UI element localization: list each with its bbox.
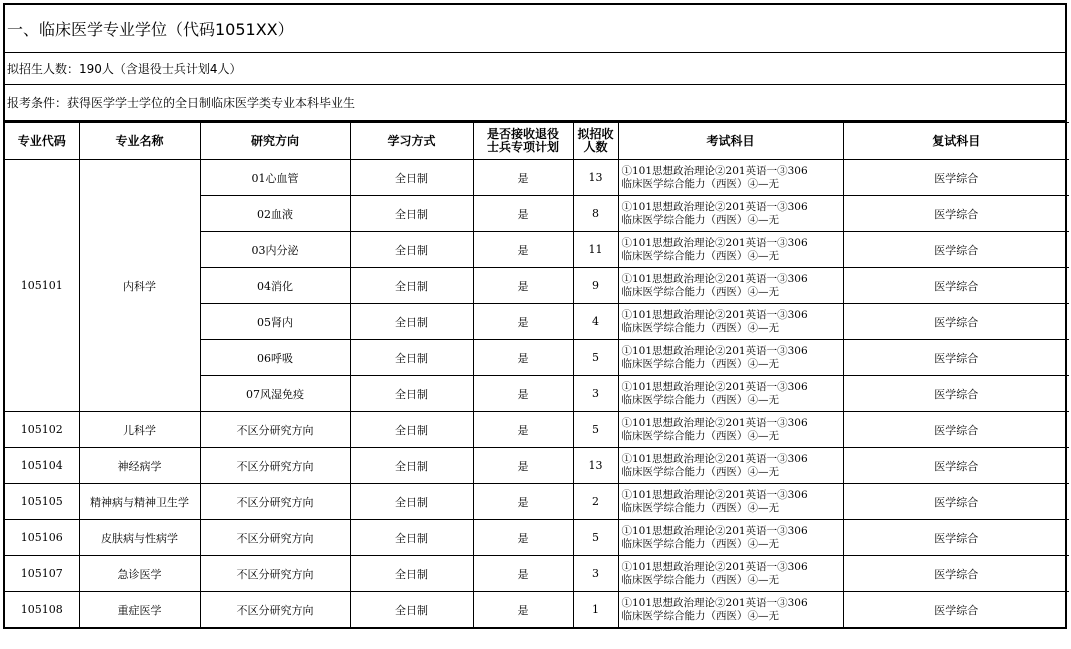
exam-line2: 临床医学综合能力（西医）④—无 (621, 321, 779, 334)
header-name: 专业名称 (79, 123, 200, 160)
table-row (5, 520, 1069, 556)
count-cell: 3 (573, 556, 618, 592)
exam-line2: 临床医学综合能力（西医）④—无 (621, 285, 779, 298)
count-cell: 5 (573, 340, 618, 376)
code-cell: 105101 (5, 160, 79, 412)
code-cell: 105102 (5, 412, 79, 448)
exam-line2: 临床医学综合能力（西医）④—无 (621, 465, 779, 478)
retest-cell: 医学综合 (843, 232, 1069, 268)
count-cell: 1 (573, 592, 618, 628)
mode-cell: 全日制 (350, 340, 473, 376)
veteran-cell: 是 (473, 520, 573, 556)
table-row (5, 556, 1069, 592)
veteran-cell: 是 (473, 304, 573, 340)
table-row (5, 412, 1069, 448)
exam-line2: 临床医学综合能力（西医）④—无 (621, 573, 779, 586)
mode-cell: 全日制 (350, 232, 473, 268)
mode-cell: 全日制 (350, 196, 473, 232)
direction-cell: 不区分研究方向 (200, 448, 350, 484)
direction-cell: 06呼吸 (200, 340, 350, 376)
retest-cell: 医学综合 (843, 268, 1069, 304)
exam-line2: 临床医学综合能力（西医）④—无 (621, 177, 779, 190)
count-cell: 4 (573, 304, 618, 340)
exam-line1: ①101思想政治理论②201英语一③306 (621, 416, 808, 429)
exam-line2: 临床医学综合能力（西医）④—无 (621, 249, 779, 262)
exam-line2: 临床医学综合能力（西医）④—无 (621, 213, 779, 226)
veteran-cell: 是 (473, 232, 573, 268)
veteran-cell: 是 (473, 160, 573, 196)
count-cell: 3 (573, 376, 618, 412)
mode-cell: 全日制 (350, 448, 473, 484)
table-row (5, 448, 1069, 484)
exam-cell (618, 232, 843, 268)
exam-line1: ①101思想政治理论②201英语一③306 (621, 488, 808, 501)
exam-cell (618, 448, 843, 484)
exam-line2: 临床医学综合能力（西医）④—无 (621, 357, 779, 370)
name-cell: 神经病学 (79, 448, 200, 484)
exam-cell (618, 196, 843, 232)
name-cell: 内科学 (79, 160, 200, 412)
table-row (5, 160, 1069, 196)
exam-line1: ①101思想政治理论②201英语一③306 (621, 452, 808, 465)
direction-cell: 05肾内 (200, 304, 350, 340)
code-cell: 105105 (5, 484, 79, 520)
direction-cell: 不区分研究方向 (200, 592, 350, 628)
header-direction: 研究方向 (200, 123, 350, 160)
code-cell: 105104 (5, 448, 79, 484)
code-cell: 105108 (5, 592, 79, 628)
count-cell: 9 (573, 268, 618, 304)
exam-line2: 临床医学综合能力（西医）④—无 (621, 501, 779, 514)
veteran-cell: 是 (473, 196, 573, 232)
header-count-line2: 人数 (583, 140, 608, 154)
count-cell: 5 (573, 412, 618, 448)
retest-cell: 医学综合 (843, 556, 1069, 592)
exam-cell (618, 304, 843, 340)
exam-cell (618, 412, 843, 448)
veteran-cell: 是 (473, 556, 573, 592)
exam-line1: ①101思想政治理论②201英语一③306 (621, 596, 808, 609)
code-cell: 105106 (5, 520, 79, 556)
count-cell: 13 (573, 160, 618, 196)
exam-line2: 临床医学综合能力（西医）④—无 (621, 393, 779, 406)
direction-cell: 不区分研究方向 (200, 412, 350, 448)
direction-cell: 01心血管 (200, 160, 350, 196)
code-cell: 105107 (5, 556, 79, 592)
name-cell: 皮肤病与性病学 (79, 520, 200, 556)
table-row (5, 484, 1069, 520)
count-cell: 13 (573, 448, 618, 484)
mode-cell: 全日制 (350, 592, 473, 628)
mode-cell: 全日制 (350, 304, 473, 340)
application-requirement: 报考条件：获得医学学士学位的全日制临床医学类专业本科毕业生 (5, 85, 1065, 122)
count-cell: 2 (573, 484, 618, 520)
veteran-cell: 是 (473, 376, 573, 412)
count-cell: 5 (573, 520, 618, 556)
name-cell: 重症医学 (79, 592, 200, 628)
direction-cell: 07风湿免疫 (200, 376, 350, 412)
count-cell: 8 (573, 196, 618, 232)
header-count-line1: 拟招收 (577, 127, 614, 141)
exam-cell (618, 160, 843, 196)
header-veteran (473, 123, 573, 160)
exam-line1: ①101思想政治理论②201英语一③306 (621, 560, 808, 573)
exam-line2: 临床医学综合能力（西医）④—无 (621, 537, 779, 550)
veteran-cell: 是 (473, 448, 573, 484)
exam-line2: 临床医学综合能力（西医）④—无 (621, 609, 779, 622)
header-veteran-line2: 士兵专项计划 (486, 140, 559, 154)
direction-cell: 03内分泌 (200, 232, 350, 268)
mode-cell: 全日制 (350, 160, 473, 196)
exam-cell (618, 592, 843, 628)
retest-cell: 医学综合 (843, 376, 1069, 412)
exam-line1: ①101思想政治理论②201英语一③306 (621, 344, 808, 357)
direction-cell: 04消化 (200, 268, 350, 304)
header-mode: 学习方式 (350, 123, 473, 160)
name-cell: 急诊医学 (79, 556, 200, 592)
mode-cell: 全日制 (350, 556, 473, 592)
exam-cell (618, 520, 843, 556)
mode-cell: 全日制 (350, 376, 473, 412)
direction-cell: 不区分研究方向 (200, 556, 350, 592)
exam-line1: ①101思想政治理论②201英语一③306 (621, 164, 808, 177)
enrollment-count: 拟招生人数：190人（含退役士兵计划4人） (5, 53, 1065, 85)
exam-line1: ①101思想政治理论②201英语一③306 (621, 380, 808, 393)
exam-line1: ①101思想政治理论②201英语一③306 (621, 308, 808, 321)
header-count (573, 123, 618, 160)
mode-cell: 全日制 (350, 484, 473, 520)
direction-cell: 不区分研究方向 (200, 484, 350, 520)
exam-cell (618, 340, 843, 376)
retest-cell: 医学综合 (843, 340, 1069, 376)
table-row (5, 592, 1069, 628)
veteran-cell: 是 (473, 340, 573, 376)
retest-cell: 医学综合 (843, 448, 1069, 484)
sheet-title: 一、临床医学专业学位（代码1051XX） (5, 5, 1065, 53)
exam-cell (618, 484, 843, 520)
direction-cell: 不区分研究方向 (200, 520, 350, 556)
header-veteran-line1: 是否接收退役 (486, 127, 559, 141)
mode-cell: 全日制 (350, 268, 473, 304)
veteran-cell: 是 (473, 412, 573, 448)
header-retest: 复试科目 (843, 123, 1069, 160)
retest-cell: 医学综合 (843, 196, 1069, 232)
retest-cell: 医学综合 (843, 304, 1069, 340)
header-code: 专业代码 (5, 123, 79, 160)
retest-cell: 医学综合 (843, 412, 1069, 448)
mode-cell: 全日制 (350, 412, 473, 448)
retest-cell: 医学综合 (843, 592, 1069, 628)
mode-cell: 全日制 (350, 520, 473, 556)
retest-cell: 医学综合 (843, 520, 1069, 556)
admissions-sheet (3, 3, 1067, 629)
retest-cell: 医学综合 (843, 484, 1069, 520)
exam-cell (618, 556, 843, 592)
name-cell: 儿科学 (79, 412, 200, 448)
exam-cell (618, 376, 843, 412)
exam-line1: ①101思想政治理论②201英语一③306 (621, 524, 808, 537)
retest-cell: 医学综合 (843, 160, 1069, 196)
direction-cell: 02血液 (200, 196, 350, 232)
exam-line1: ①101思想政治理论②201英语一③306 (621, 236, 808, 249)
exam-cell (618, 268, 843, 304)
exam-line2: 临床医学综合能力（西医）④—无 (621, 429, 779, 442)
exam-line1: ①101思想政治理论②201英语一③306 (621, 272, 808, 285)
veteran-cell: 是 (473, 592, 573, 628)
program-table (5, 122, 1069, 627)
name-cell: 精神病与精神卫生学 (79, 484, 200, 520)
table-header-row (5, 123, 1069, 160)
count-cell: 11 (573, 232, 618, 268)
exam-line1: ①101思想政治理论②201英语一③306 (621, 200, 808, 213)
veteran-cell: 是 (473, 484, 573, 520)
veteran-cell: 是 (473, 268, 573, 304)
header-exam: 考试科目 (618, 123, 843, 160)
